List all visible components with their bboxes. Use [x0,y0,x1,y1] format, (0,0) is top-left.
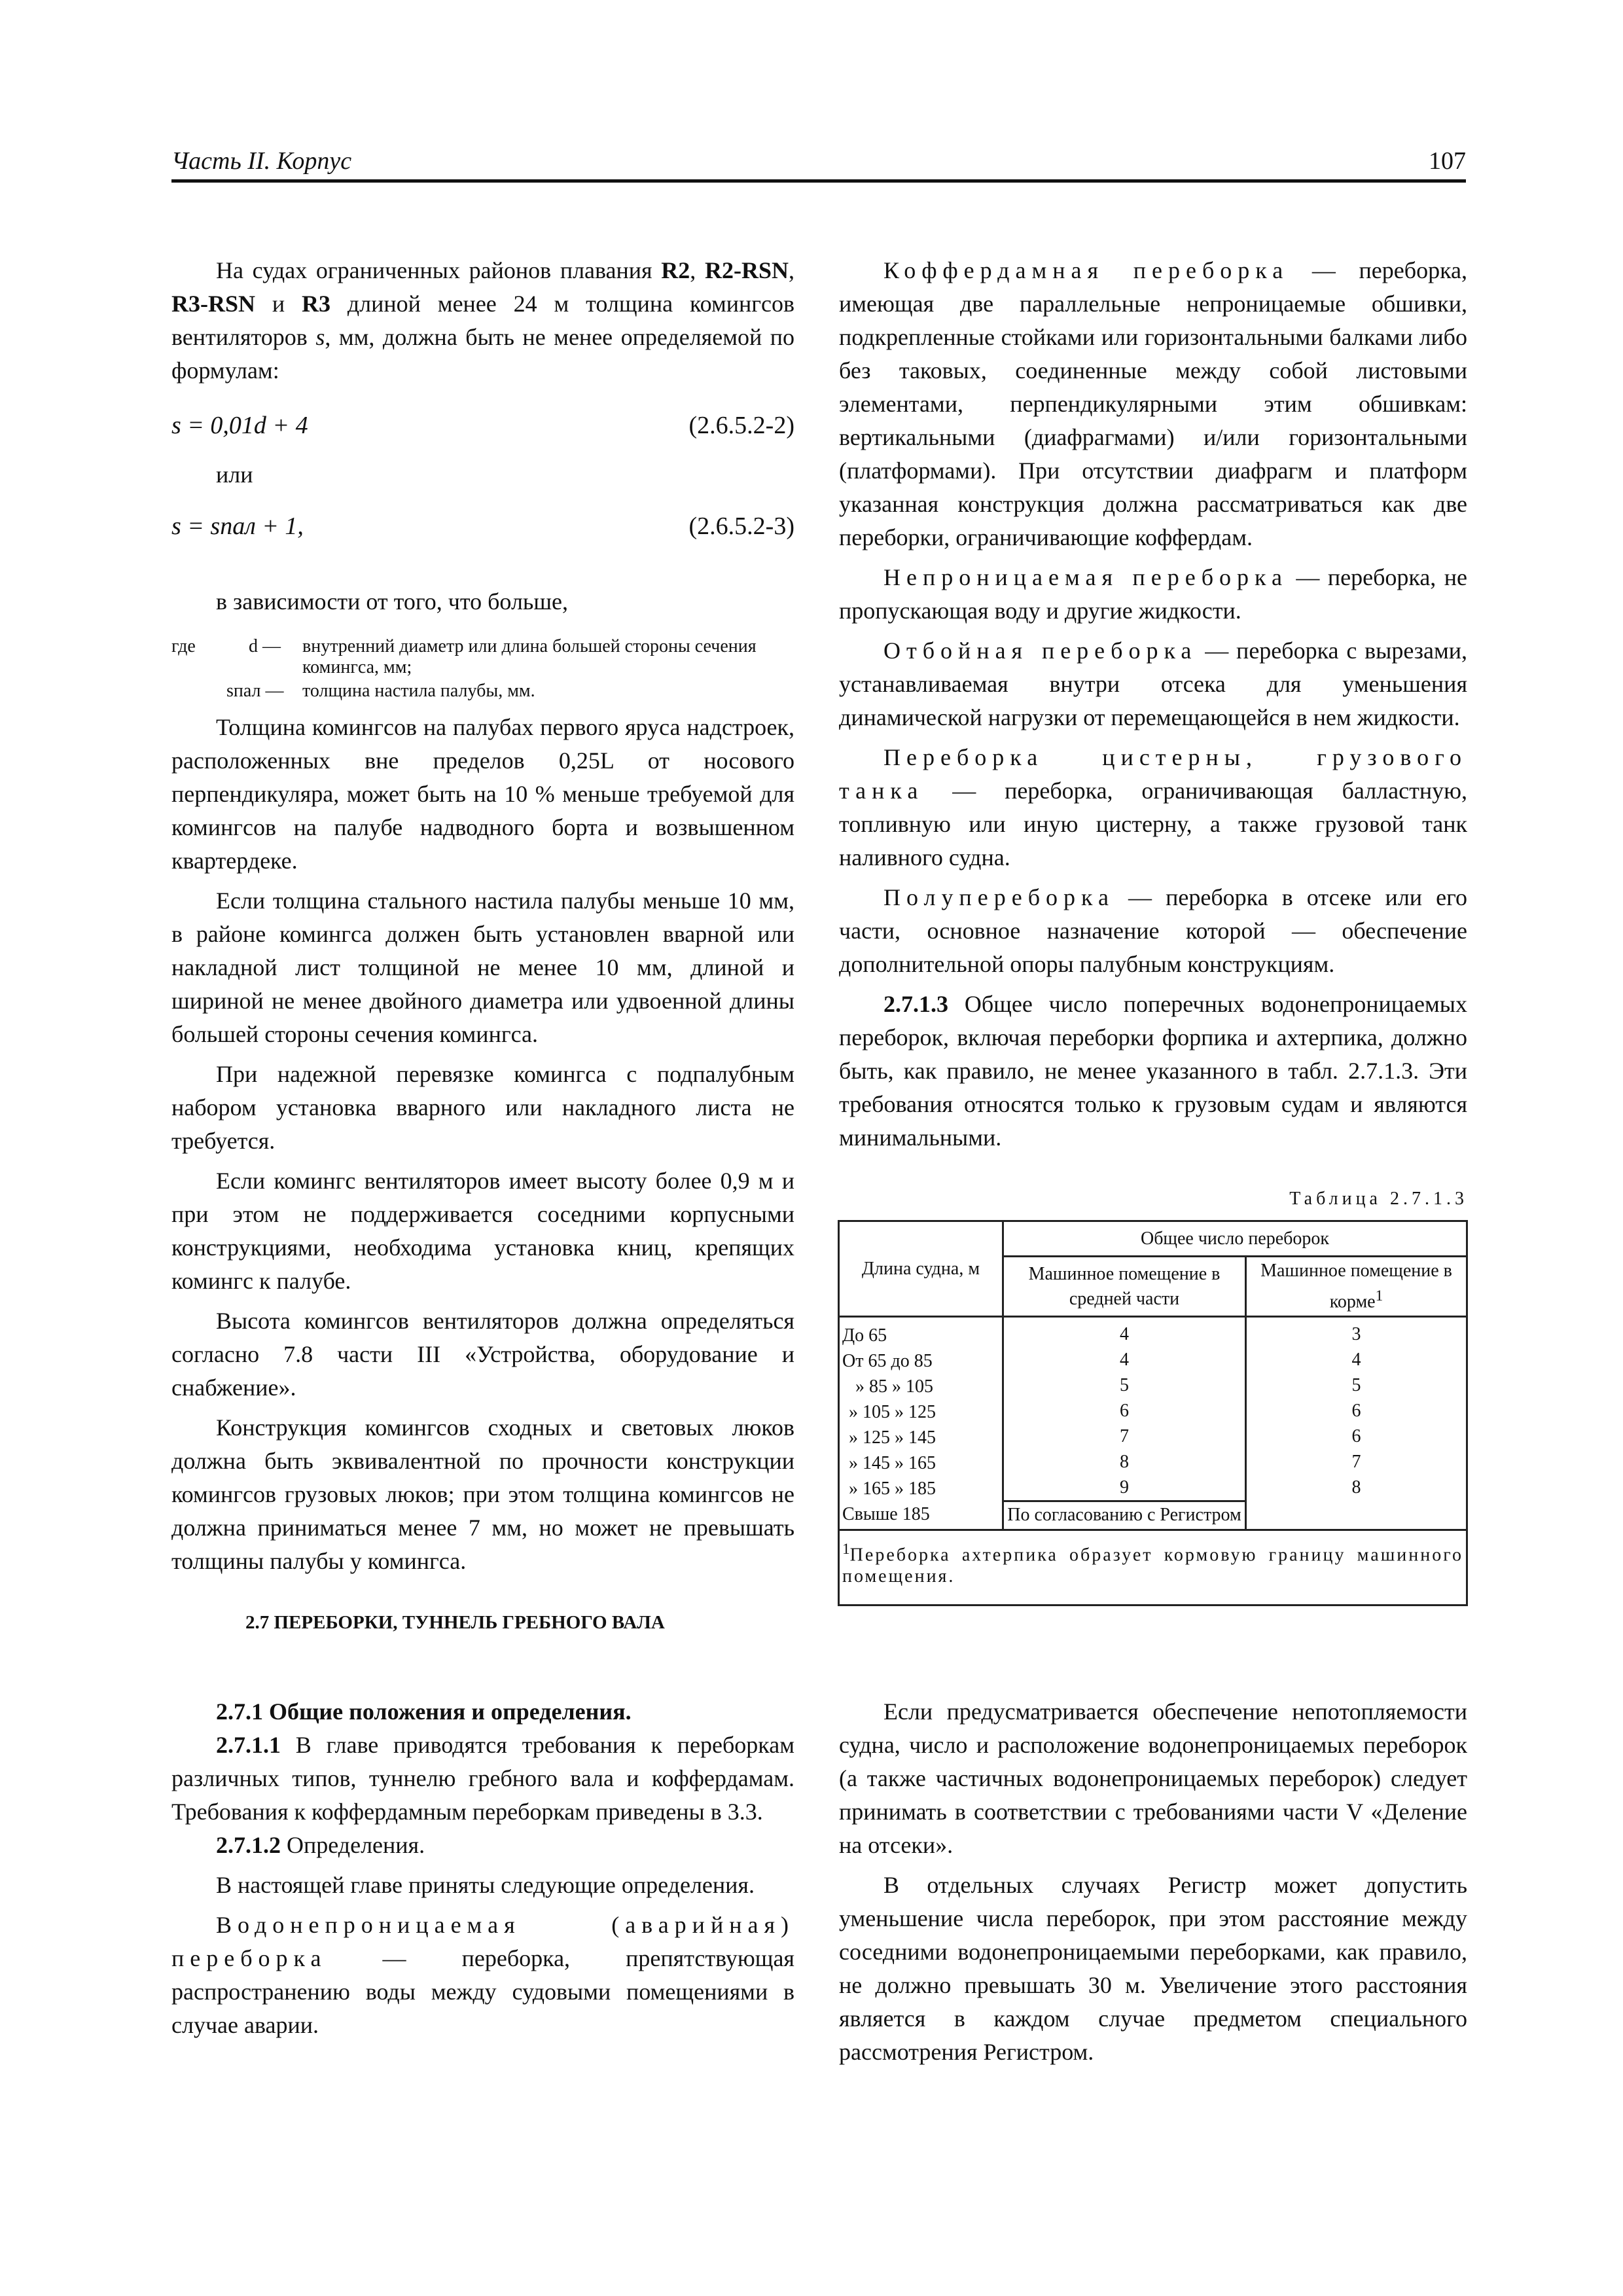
length-row: » 125 » 145 [849,1427,936,1448]
paragraph-brackets: Если комингс вентиляторов имеет высоту более 0,9 м и при этом не поддерживается соседними корпусными конструкциями, необходима установка книц, крепящих комингс к палубе. [171,1168,794,1294]
left-column-section [171,1695,794,2042]
paragraph-unsinkability: Если предусматривается обеспечение непотопляемости судна, число и расположение водонепроницаемых переборок (а также частичных водонепроницаемых переборок) следует принимать в соответствии с требованиями части V «Деление на отсеки». [839,1698,1467,1858]
paragraph-hatch-coamings: Конструкция комингсов сходных и световых люков должна быть эквивалентной по прочности конструкции комингсов грузовых люков; при этом толщина комингсов не должна приниматься менее 7 мм, но может не превышать толщины палубы у комингса. [171,1414,794,1574]
definition-cofferdam: Коффердамная переборка — переборка, имеющая две параллельные непроницаемые обшивки, подкрепленные стойками или горизонтальными балками либо без таковых, соединенные между собой листовыми элементами, перпендикулярными этим обшивкам: вертикальными (диафрагмами) и/или горизонтальными (платформами). При отсутствии диафрагм и платформ указанная конструкция должна рассматриваться как две переборки, ограничивающие коффердам. [839,257,1467,550]
length-row: От 65 до 85 [842,1350,933,1371]
by-agreement: По согласованию с Регистром [1002,1500,1247,1528]
paragraph-defs-intro: В настоящей главе приняты следующие определения. [216,1872,755,1898]
paragraph-superstructure: Толщина комингсов на палубах первого яруса надстроек, расположенных вне пределов 0,25L от носового перпендикуляра, может быть на 10 % меньше требуемой для комингсов на палубе надводного борта и возвышенном квартердеке. [171,714,794,874]
header-engine-aft: Машинное помещение в корме$^1$ [1246,1257,1467,1317]
midship-column [1003,1317,1246,1530]
definition-watertight: Водонепроницаемая (аварийная) переборка — переборка, препятствующая распространению воды между судовыми помещениями в случае аварии. [171,1912,794,2038]
aft-value: 8 [1351,1477,1361,1498]
midship-value: 8 [1120,1452,1129,1473]
subsection-271: 2.7.1 Общие положения и определения. [216,1698,632,1725]
midship-value: 6 [1120,1401,1129,1422]
paragraph-2712: 2.7.1.2 Определения. [216,1832,425,1858]
aft-value: 5 [1351,1375,1361,1396]
right-column-definitions [839,254,1467,1155]
formula-2-number: (2.6.5.2-3) [688,512,794,540]
paragraph-2713: 2.7.1.3 Общее число поперечных водонепроницаемых переборок, включая переборки форпика и ахтерпика, должно быть, как правило, не менее указанного в табл. 2.7.1.3. Эти требования относятся только к грузовым судам и являются минимальными. [839,991,1467,1151]
running-header [171,139,1466,183]
definition-wash: Отбойная переборка — переборка с вырезами, устанавливаемая внутри отсека для уменьшения динамической нагрузки от перемещающейся в нем жидкости. [839,637,1467,730]
formula-1-number: (2.6.5.2-2) [688,412,794,439]
paragraph-2711: 2.7.1.1 В главе приводятся требования к переборкам различных типов, туннелю гребного вала и коффердамам. Требования к коффердамным переборкам приведены в 3.3. [171,1732,794,1825]
paragraph-coaming-height: Высота комингсов вентиляторов должна определяться согласно 7.8 части III «Устройства, оборудование и снабжение». [171,1308,794,1401]
d-symbol: d — [249,636,281,656]
length-row: Свыше 185 [842,1503,930,1524]
definition-tight: Непроницаемая переборка — переборка, не пропускающая воду и другие жидкости. [839,564,1467,624]
bulkhead-table [838,1220,1468,1606]
definition-tank: Переборка цистерны, грузового танка — переборка, ограничивающая балластную, топливную или иную цистерну, а также грузовой танк наливного судна. [839,744,1467,870]
spal-definition: толщина настила палубы, мм. [302,681,535,701]
left-column-intro [171,254,794,387]
header-length: Длина судна, м [839,1221,1003,1317]
aft-value: 7 [1351,1452,1361,1473]
term-watertight: Водонепроницаемая (аварийная) переборка [171,1912,794,1971]
midship-value: 4 [1120,1324,1129,1345]
header-engine-midship: Машинное помещение в средней части [1003,1257,1246,1317]
where-label: где [171,636,196,656]
midship-value: 9 [1120,1477,1129,1498]
page-number: 107 [1429,147,1466,175]
term-cofferdam: Коффердамная переборка [883,257,1289,283]
right-column-lower [839,1695,1467,2069]
aft-column [1246,1317,1467,1530]
definition-partial: Полупереборка — переборка в отсеке или его части, основное назначение которой — обеспечение дополнительной опоры палубным конструкциям. [839,884,1467,977]
spal-symbol: sпал — [226,681,284,701]
table-caption: Таблица 2.7.1.3 [1289,1189,1468,1209]
aft-value: 3 [1351,1324,1361,1345]
left-column-body [171,711,794,1578]
formula-or: или [216,461,253,488]
formula-1-expression: s = 0,01d + 4 [171,412,308,439]
paragraph-deck-thickness: Если толщина стального настила палубы меньше 10 мм, в районе комингса должен быть установлен вварной или накладной лист толщиной не менее 10 мм, длиной и шириной не менее двойного диаметра или удвоенной длины большей стороны сечения комингса. [171,888,794,1047]
term-tank: Переборка цистерны, грузового танка [839,744,1467,804]
paragraph-reliable-connection: При надежной перевязке комингса с подпалубным набором установка вварного или накладного листа не требуется. [171,1061,794,1154]
formula-2-expression: s = sпал + 1, [171,512,304,540]
length-row: » 145 » 165 [849,1452,936,1473]
term-wash: Отбойная переборка [883,637,1198,664]
section-heading: 2.7 ПЕРЕБОРКИ, ТУННЕЛЬ ГРЕБНОГО ВАЛА [245,1612,665,1633]
aft-value: 4 [1351,1350,1361,1371]
header-total-bulkheads: Общее число переборок [1003,1221,1467,1257]
length-row: » 165 » 185 [849,1478,936,1499]
length-row: » 105 » 125 [849,1401,936,1422]
depending-text: в зависимости от того, что больше, [216,588,569,615]
paragraph-ventilator-intro: На судах ограниченных районов плавания R2, R2-RSN, R3-RSN и R3 длиной менее 24 м толщина комингсов вентиляторов s, мм, должна быть не менее определяемой по формулам: [171,257,795,384]
midship-value: 5 [1120,1375,1129,1396]
paragraph-spacing: В отдельных случаях Регистр может допустить уменьшение числа переборок, при этом расстояние между соседними водонепроницаемыми переборками, как правило, не должно превышать 30 м. Увеличение этого расстояния является в каждом случае предметом специального рассмотрения Регистром. [839,1872,1467,2065]
table-footnote: $^1$Переборка ахтерпика образует кормовую границу машинного помещения. [839,1530,1467,1605]
formula-2 [171,512,794,545]
length-column [839,1317,1003,1530]
term-partial: Полупереборка [883,884,1115,910]
formula-1 [171,411,794,444]
midship-value: 4 [1120,1350,1129,1371]
term-tight: Непроницаемая переборка [883,564,1288,590]
aft-value: 6 [1351,1426,1361,1447]
header-title: Часть II. Корпус [171,147,352,175]
midship-value: 7 [1120,1426,1129,1447]
aft-value: 6 [1351,1401,1361,1422]
length-row: До 65 [842,1325,887,1346]
d-definition: внутренний диаметр или длина большей стороны сечения комингса, мм; [302,636,757,677]
length-row: » 85 » 105 [855,1376,933,1397]
